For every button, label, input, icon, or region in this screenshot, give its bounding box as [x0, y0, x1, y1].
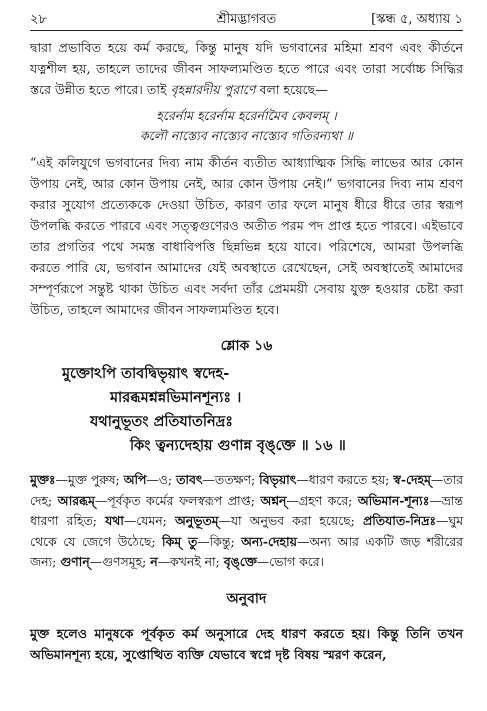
verse-line: হরের্নাম হরের্নাম হরের্নামৈব কেবলম্ । — [156, 108, 337, 123]
synonym-meaning: —অন্য আর একটি জড় শরীরের জন্য; — [30, 533, 463, 569]
synonym-word: স্ব-দেহম্ — [393, 472, 431, 487]
synonym-meaning: —ঘুম থেকে যে জেগে উঠেছে; — [30, 513, 463, 549]
synonym-meaning: —কখনই না; — [157, 554, 224, 569]
synonym-meaning: —ধারণ করতে হয়; — [296, 472, 394, 487]
synonym-word: মুক্তঃ — [30, 472, 56, 487]
synonym-word: যথা — [105, 513, 124, 528]
synonym-word: বৃঙ্‌ক্তে — [223, 554, 257, 569]
synonym-meaning: —কিন্তু; — [197, 533, 242, 549]
book-title: শ্রীমদ্ভাগবত — [216, 12, 277, 27]
translation-text: মুক্ত হলেও মানুষকে পূর্বকৃত কর্ম অনুসারে দেহ ধারণ করতে হয়। কিন্তু তিনি তখন অভিমানশূন্য হয়ে, সুপ্তোত্থিত ব্যক্তি যেভাবে স্বপ্নে দৃষ্ট বিষয় স্মরণ করেন, — [30, 626, 463, 663]
sloka-line: মারব্ধমশ্নন্নভিমানশূন্যঃ । — [110, 389, 242, 406]
synonym-meaning: —ও; — [146, 472, 177, 487]
translation-heading: অনুবাদ — [226, 590, 267, 607]
purport-text-tail: বলা হয়েছে— — [259, 82, 328, 97]
synonym-meaning: —ভোগ করে। — [256, 554, 324, 569]
section-reference: [স্কন্ধ ৫, অধ্যায় ১ — [371, 12, 463, 27]
sloka-line: যথানুভূতং প্রতিযাতনিদ্রঃ — [90, 413, 234, 430]
quoted-verse — [30, 106, 463, 146]
source-reference: বৃহন্নারদীয় পুরাণে — [170, 82, 256, 97]
synonym-word: গুণান্ — [60, 554, 90, 569]
synonym-meaning: —পূর্বকৃত কর্মের ফলস্বরূপ প্রাপ্ত; — [94, 492, 261, 508]
book-page — [30, 8, 463, 678]
sloka-heading: শ্লোক ১৬ — [220, 338, 273, 354]
synonym-word: অপি — [123, 472, 147, 487]
synonym-word: আরব্ধম্ — [57, 492, 95, 508]
purport-text: দ্বারা প্রভাবিত হয়ে কর্ম করছে, কিন্তু মানুষ যদি ভগবানের মহিমা শ্রবণ এবং কীর্তনে যত্নশীল হয়, তাহলে তাদের জীবন সাফল্যমণ্ডিত হতে পারে এবং তারা সর্বোচ্চ সিদ্ধির স্তরে উন্নীত হতে পারে। তাই — [30, 40, 463, 97]
synonym-word: কিম্ তু — [162, 533, 198, 549]
synonym-meaning: —মুক্ত পুরুষ; — [55, 472, 124, 487]
sloka-line: কিং ত্বন্যদেহায় গুণান্ন বৃঙ্‌ক্তে ॥ ১৬ ॥ — [130, 437, 346, 454]
synonym-word: ন — [150, 554, 158, 569]
page-number: ২৮ — [30, 12, 47, 27]
synonym-meaning: —তার দেহ; — [30, 472, 464, 508]
synonym-word: অভিমান-শূন্যঃ — [357, 492, 430, 508]
verse-line: কলৌ নাস্ত্যেব নাস্ত্যেব নাস্ত্যেব গতিরন্যথা ॥ — [139, 128, 354, 143]
synonym-word: বিভৃয়াৎ — [259, 472, 297, 487]
synonym-word: প্রতিযাত-নিদ্রঃ — [363, 513, 437, 528]
word-for-word-synonyms — [30, 470, 463, 573]
purport-paragraph-2: “এই কলিযুগে ভগবানের দিব্য নাম কীর্তন ব্যতীত আধ্যাত্মিক সিদ্ধি লাভের আর কোন উপায় নেই, আর কোন উপায় নেই, আর কোন উপায় নেই।” ভগবানের দিব্য নাম শ্রবণ করার সুযোগ প্রত্যেককে দেওয়া উচিত, কারণ তার ফলে মানুষ ধীরে ধীরে তার স্বরূপ উপলব্ধি করতে পারবে এবং সত্ত্বগুণেরও অতীত পরম পদ প্রাপ্ত হতে পারবে। এইভাবে তার প্রগতির পথে সমস্ত বাধাবিপত্তি ছিন্নভিন্ন হয়ে যাবে। পরিশেষে, আমরা উপলব্ধি করতে পারি যে, ভগবান আমাদের যেই অবস্থাতে রেখেছেন, সেই অবস্থাতেই আমাদের সম্পূর্ণরূপে সন্তুষ্ট থাকা উচিত এবং সর্বদা তাঁর প্রেমময়ী সেবায় যুক্ত হওয়ার চেষ্টা করা উচিত, তাহলে আমাদের জীবন সাফল্যমণ্ডিত হবে। — [30, 155, 463, 317]
purport-paragraph-1 — [30, 37, 463, 100]
synonym-meaning: —গ্রহণ করে; — [286, 492, 358, 508]
synonym-word: অনুভূতম্ — [174, 513, 219, 528]
synonym-meaning: —ভ্রান্ত ধারণা রহিত; — [30, 492, 463, 528]
synonym-word: অন্য-দেহায় — [241, 533, 297, 549]
synonym-word: অশ্নন্ — [260, 492, 287, 508]
synonym-word: তাবৎ — [176, 472, 203, 487]
synonym-meaning: —গুণসমূহ; — [89, 554, 151, 569]
synonym-meaning: —যেমন; — [123, 513, 175, 528]
synonym-meaning: —যা অনুভব করা হয়েছে; — [218, 513, 363, 528]
running-header — [30, 8, 463, 31]
synonym-meaning: —ততক্ষণ; — [202, 472, 260, 487]
sloka-text — [30, 362, 463, 458]
sloka-line: মুক্তোঽপি তাবদ্বিভৃয়াৎ স্বদেহ- — [62, 365, 230, 382]
